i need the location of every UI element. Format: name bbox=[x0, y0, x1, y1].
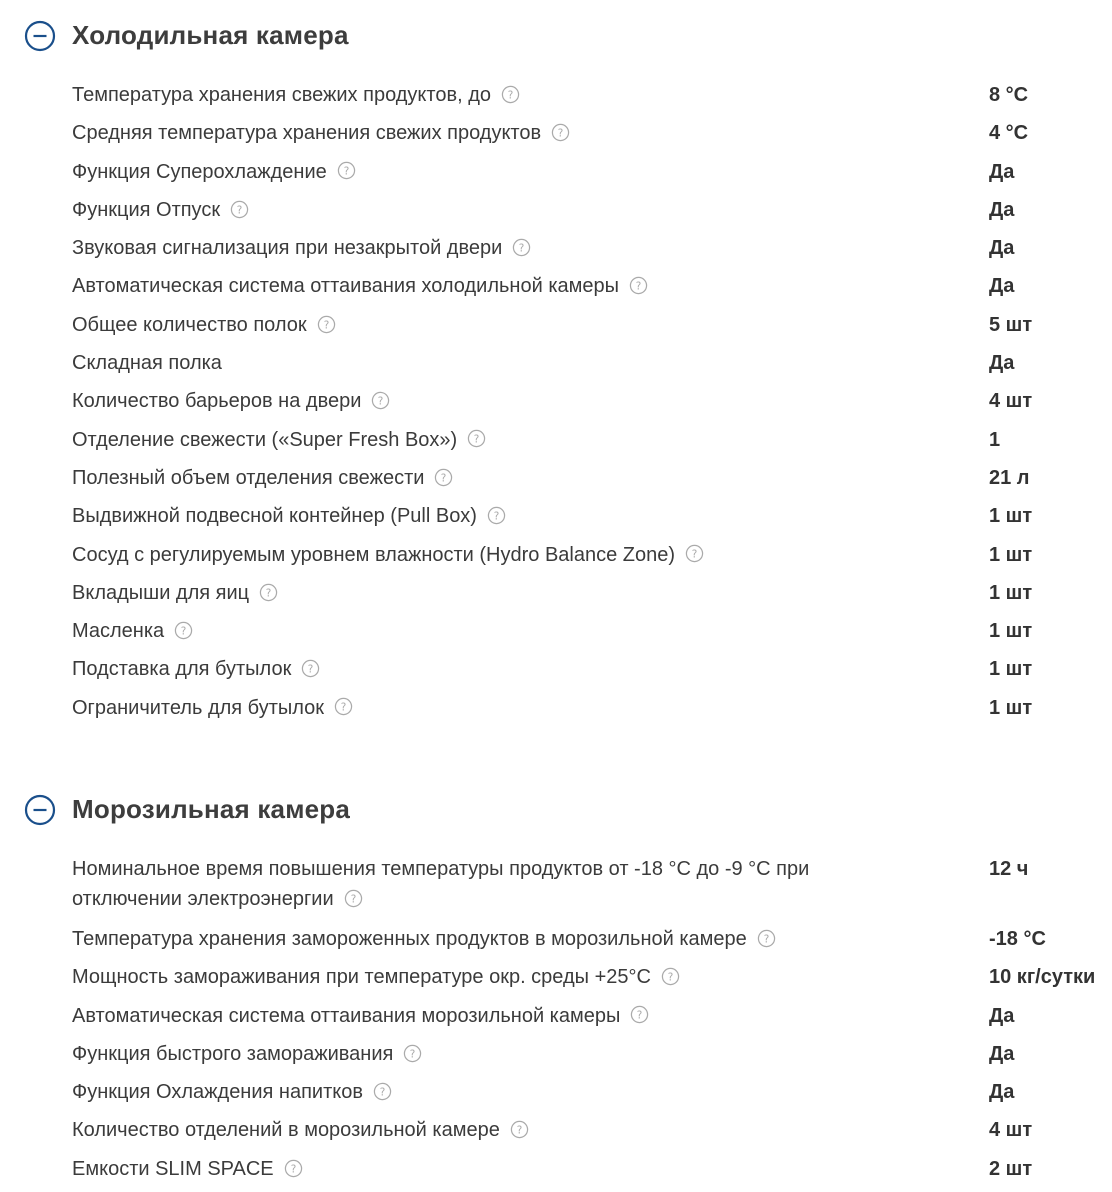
svg-text:?: ? bbox=[290, 1162, 296, 1175]
spec-value: 10 кг/сутки bbox=[989, 966, 1096, 989]
svg-text:?: ? bbox=[635, 280, 642, 293]
spec-label bbox=[72, 1115, 872, 1145]
freezer-section-header[interactable] bbox=[0, 774, 1112, 844]
spec-label bbox=[72, 233, 872, 263]
svg-text:?: ? bbox=[323, 318, 329, 331]
svg-text:?: ? bbox=[265, 586, 272, 599]
spec-label-text: Масленка bbox=[72, 620, 165, 643]
svg-text:?: ? bbox=[340, 701, 347, 714]
spec-value: 1 шт bbox=[989, 658, 1033, 681]
question-circle-icon[interactable] bbox=[467, 429, 486, 448]
svg-text:?: ? bbox=[637, 1009, 643, 1022]
spec-label bbox=[72, 854, 872, 914]
spec-value: 5 шт bbox=[989, 313, 1033, 336]
question-circle-icon[interactable] bbox=[757, 929, 776, 948]
spec-value: 4 шт bbox=[989, 390, 1033, 413]
spec-row bbox=[0, 381, 1112, 419]
spec-label bbox=[72, 1077, 872, 1107]
spec-row bbox=[0, 919, 1112, 957]
spec-label-text: Функция быстрого замораживания bbox=[72, 1042, 394, 1065]
freezer-section-title: Морозильная камера bbox=[72, 794, 351, 824]
spec-label-text: Мощность замораживания при температуре окр. среды +25°C bbox=[72, 966, 651, 989]
spec-label-text: Автоматическая система оттаивания холодильной камеры bbox=[72, 275, 620, 298]
svg-text:?: ? bbox=[236, 203, 243, 216]
question-circle-icon[interactable] bbox=[284, 1159, 303, 1178]
spec-label-text: Функция Отпуск bbox=[72, 198, 221, 221]
spec-label-text: Количество барьеров на двери bbox=[72, 390, 362, 413]
question-circle-icon[interactable] bbox=[630, 1005, 649, 1024]
spec-row bbox=[0, 228, 1112, 266]
spec-label-text: Емкости SLIM SPACE bbox=[72, 1157, 274, 1180]
fridge-section-title: Холодильная камера bbox=[72, 20, 349, 50]
svg-text:?: ? bbox=[379, 1086, 386, 1099]
spec-value: Да bbox=[989, 352, 1015, 375]
spec-value: 4 шт bbox=[989, 1119, 1033, 1142]
spec-label bbox=[72, 157, 872, 187]
spec-value: Да bbox=[989, 1042, 1015, 1065]
spec-value: Да bbox=[989, 1081, 1015, 1104]
spec-label-text: Температура хранения замороженных продуктов в морозильной камере bbox=[72, 928, 747, 950]
spec-row bbox=[0, 113, 1112, 151]
svg-text:?: ? bbox=[519, 242, 525, 255]
question-circle-icon[interactable] bbox=[403, 1044, 422, 1063]
spec-row bbox=[0, 611, 1112, 649]
spec-value: -18 °C bbox=[989, 928, 1046, 950]
fridge-section-header[interactable] bbox=[0, 0, 1112, 70]
svg-text:?: ? bbox=[441, 471, 447, 484]
spec-label bbox=[72, 1001, 872, 1031]
question-circle-icon[interactable] bbox=[512, 238, 531, 257]
question-circle-icon[interactable] bbox=[337, 161, 356, 180]
spec-label bbox=[72, 80, 872, 110]
svg-text:?: ? bbox=[763, 933, 770, 946]
spec-row bbox=[0, 1149, 1112, 1187]
spec-label-text: Функция Суперохлаждение bbox=[72, 160, 327, 183]
spec-row bbox=[0, 1072, 1112, 1110]
spec-label-text: Звуковая сигнализация при незакрытой двери bbox=[72, 237, 503, 260]
minus-circle-icon[interactable] bbox=[24, 794, 56, 826]
spec-row bbox=[0, 996, 1112, 1034]
spec-row bbox=[0, 305, 1112, 343]
svg-text:?: ? bbox=[180, 625, 187, 638]
spec-label-text: Отделение свежести («Super Fresh Box») bbox=[72, 428, 458, 451]
spec-value: 21 л bbox=[989, 466, 1030, 489]
spec-row bbox=[0, 496, 1112, 534]
spec-label-text: Средняя температура хранения свежих продуктов bbox=[72, 122, 542, 145]
question-circle-icon[interactable] bbox=[373, 1082, 392, 1101]
spec-row bbox=[0, 458, 1112, 496]
spec-label bbox=[72, 348, 872, 378]
spec-row bbox=[0, 849, 1112, 919]
spec-row bbox=[0, 957, 1112, 995]
spec-label bbox=[72, 386, 872, 416]
question-circle-icon[interactable] bbox=[685, 544, 704, 563]
spec-value: 1 шт bbox=[989, 581, 1033, 604]
spec-row bbox=[0, 75, 1112, 113]
svg-text:?: ? bbox=[378, 395, 384, 408]
question-circle-icon[interactable] bbox=[551, 123, 570, 142]
spec-row bbox=[0, 420, 1112, 458]
spec-value: 1 шт bbox=[989, 620, 1033, 643]
svg-text:?: ? bbox=[308, 663, 314, 676]
spec-value: 1 bbox=[989, 428, 1001, 451]
svg-text:?: ? bbox=[343, 165, 350, 178]
freezer-section bbox=[0, 774, 1112, 1180]
spec-label bbox=[72, 578, 872, 608]
question-circle-icon[interactable] bbox=[629, 276, 648, 295]
svg-text:?: ? bbox=[350, 893, 356, 906]
spec-label bbox=[72, 540, 872, 570]
spec-label bbox=[72, 1039, 872, 1069]
svg-text:?: ? bbox=[691, 548, 698, 561]
spec-row bbox=[0, 152, 1112, 190]
spec-value: 1 шт bbox=[989, 505, 1033, 528]
spec-label bbox=[72, 962, 872, 992]
spec-row bbox=[0, 535, 1112, 573]
minus-circle-icon[interactable] bbox=[24, 20, 56, 52]
spec-value: 12 ч bbox=[989, 858, 1029, 880]
spec-label-text: Количество отделений в морозильной камере bbox=[72, 1119, 500, 1142]
spec-value: 2 шт bbox=[989, 1157, 1033, 1180]
spec-label bbox=[72, 616, 872, 646]
spec-label-text: Ограничитель для бутылок bbox=[72, 696, 324, 719]
spec-label bbox=[72, 195, 872, 225]
svg-text:?: ? bbox=[410, 1047, 416, 1060]
spec-label bbox=[72, 924, 872, 954]
question-circle-icon[interactable] bbox=[510, 1120, 529, 1139]
spec-value: Да bbox=[989, 237, 1015, 260]
question-circle-icon[interactable] bbox=[301, 659, 320, 678]
freezer-spec-list bbox=[0, 849, 1112, 1187]
spec-value: Да bbox=[989, 198, 1015, 221]
spec-label-text: Подставка для бутылок bbox=[72, 658, 292, 681]
spec-value: Да bbox=[989, 275, 1015, 298]
svg-text:?: ? bbox=[667, 971, 674, 984]
spec-row bbox=[0, 1110, 1112, 1148]
spec-label bbox=[72, 463, 872, 493]
svg-text:?: ? bbox=[493, 510, 500, 523]
question-circle-icon[interactable] bbox=[334, 697, 353, 716]
spec-row bbox=[0, 266, 1112, 304]
question-circle-icon[interactable] bbox=[230, 200, 249, 219]
spec-value: 1 шт bbox=[989, 696, 1033, 719]
spec-row bbox=[0, 343, 1112, 381]
spec-label bbox=[72, 118, 872, 148]
spec-value: Да bbox=[989, 160, 1015, 183]
spec-label bbox=[72, 1154, 872, 1184]
spec-value: Да bbox=[989, 1004, 1015, 1027]
svg-text:?: ? bbox=[473, 433, 480, 446]
question-circle-icon[interactable] bbox=[434, 468, 453, 487]
spec-value: 1 шт bbox=[989, 543, 1033, 566]
spec-value: 4 °C bbox=[989, 122, 1029, 145]
question-circle-icon[interactable] bbox=[344, 889, 363, 908]
spec-label-text: Номинальное время повышения температуры продуктов от -18 °C до -9 °C при отключении электроэнергии bbox=[72, 858, 810, 910]
question-circle-icon[interactable] bbox=[174, 621, 193, 640]
spec-row bbox=[0, 573, 1112, 611]
spec-label-text: Функция Охлаждения напитков bbox=[72, 1081, 363, 1104]
spec-label-text: Сосуд с регулируемым уровнем влажности (Hydro Balance Zone) bbox=[72, 543, 676, 566]
question-circle-icon[interactable] bbox=[259, 583, 278, 602]
spec-label-text: Общее количество полок bbox=[72, 313, 307, 336]
spec-label bbox=[72, 654, 872, 684]
spec-row bbox=[0, 190, 1112, 228]
spec-value: 8 °C bbox=[989, 84, 1029, 106]
spec-label bbox=[72, 271, 872, 301]
spec-row bbox=[0, 649, 1112, 687]
question-circle-icon[interactable] bbox=[371, 391, 390, 410]
fridge-spec-list bbox=[0, 75, 1112, 726]
spec-row bbox=[0, 688, 1112, 726]
spec-label-text: Температура хранения свежих продуктов, до bbox=[72, 84, 491, 106]
spec-label bbox=[72, 310, 872, 340]
question-circle-icon[interactable] bbox=[661, 967, 680, 986]
spec-label-text: Вкладыши для яиц bbox=[72, 581, 250, 604]
svg-text:?: ? bbox=[516, 1124, 523, 1137]
question-circle-icon[interactable] bbox=[317, 315, 336, 334]
spec-label bbox=[72, 693, 872, 723]
spec-label-text: Полезный объем отделения свежести bbox=[72, 466, 425, 489]
question-circle-icon[interactable] bbox=[487, 506, 506, 525]
question-circle-icon[interactable] bbox=[501, 85, 520, 104]
spec-label-text: Выдвижной подвесной контейнер (Pull Box) bbox=[72, 505, 477, 528]
svg-text:?: ? bbox=[507, 89, 514, 102]
spec-label bbox=[72, 425, 872, 455]
spec-row bbox=[0, 1034, 1112, 1072]
svg-text:?: ? bbox=[557, 127, 564, 140]
spec-label-text: Складная полка bbox=[72, 352, 222, 375]
spec-label bbox=[72, 501, 872, 531]
spec-label-text: Автоматическая система оттаивания морозильной камеры bbox=[72, 1004, 621, 1027]
